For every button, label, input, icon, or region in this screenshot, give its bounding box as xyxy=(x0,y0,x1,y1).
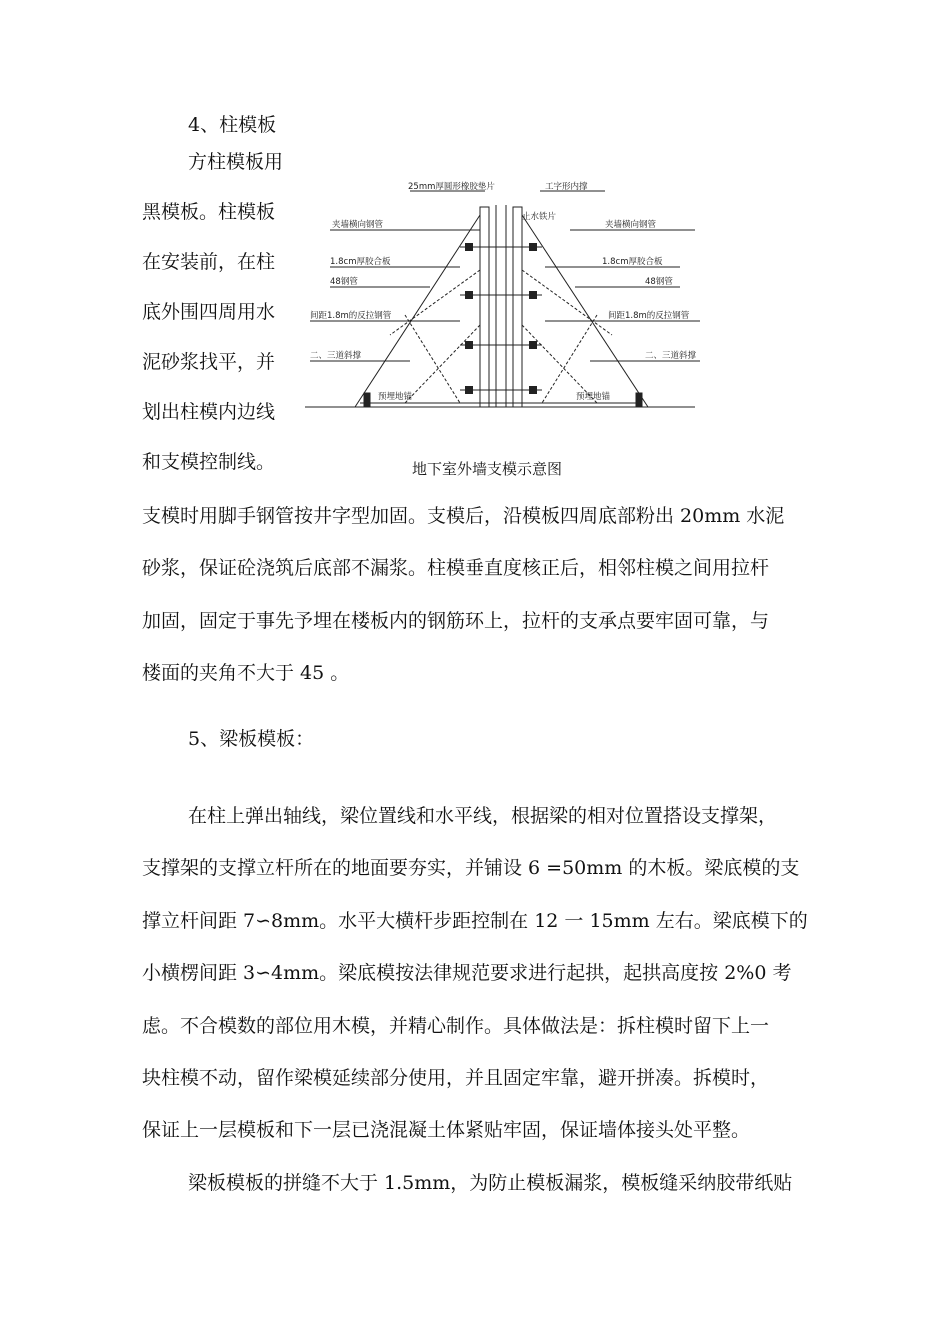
side-line: 底外围四周用水 xyxy=(142,301,276,323)
body-line: 支撑架的支撑立杆所在的地面要夯实，并铺设 6 =50mm 的木板。梁底模的支 xyxy=(142,857,800,880)
side-line: 和支模控制线。 xyxy=(142,451,276,473)
label-plywood-right: 1.8cm厚胶合板 xyxy=(602,257,663,267)
brace-second-right xyxy=(522,270,612,335)
bolt-group xyxy=(465,243,537,394)
body-line: 支模时用脚手钢管按井字型加固。支模后，沿模板四周底部粉出 20mm 水泥 xyxy=(142,505,785,527)
section-4-body xyxy=(142,490,832,700)
label-anchor-right: 预埋地锚 xyxy=(576,392,611,402)
body-line: 保证上一层模板和下一层已浇混凝土体紧贴牢固，保证墙体接头处平整。 xyxy=(142,1119,751,1142)
label-i-brace: 工字形内撑 xyxy=(545,182,588,192)
body-line: 块柱模不动，留作梁模延续部分使用，并且固定牢靠，避开拼凑。拆模时， xyxy=(142,1066,770,1089)
side-line: 方柱模板用 xyxy=(188,151,284,173)
brace-cross-left xyxy=(405,315,460,403)
body-line: 梁板模板的拼缝不大于 1.5mm，为防止模板漏浆，模板缝采纳胶带纸贴 xyxy=(188,1171,793,1194)
wall-panel-left xyxy=(480,207,489,407)
body-line: 加固，固定于事先予埋在楼板内的钢筋环上，拉杆的支承点要牢固可靠，与 xyxy=(142,609,770,632)
side-line: 在安装前，在柱 xyxy=(142,251,276,273)
body-line: 楼面的夹角不大于 45 。 xyxy=(142,662,350,685)
formwork-diagram xyxy=(300,175,700,435)
label-clamp-right: 夹墙横向钢管 xyxy=(605,220,657,230)
anchor-right-mark xyxy=(636,393,642,407)
body-line: 砂浆，保证砼浇筑后底部不漏浆。柱模垂直度核正后，相邻柱模之间用拉杆 xyxy=(142,557,770,580)
label-rubber-pad: 25mm厚圆形橡胶垫片 xyxy=(408,182,495,192)
side-line: 黑模板。柱模板 xyxy=(142,201,276,223)
section-5-heading: 5、梁板模板： xyxy=(188,728,315,750)
label-clamp-left: 夹墙横向钢管 xyxy=(332,220,384,230)
section-4-heading: 4、柱模板 xyxy=(188,114,277,136)
label-pipe-right: 48钢管 xyxy=(645,277,673,287)
section-5-body xyxy=(142,790,832,1209)
body-line: 小横楞间距 3∽4mm。梁底模按法律规范要求进行起拱，起拱高度按 2%0 考 xyxy=(142,962,792,985)
brace-second-left xyxy=(390,270,480,335)
label-brace-left: 二、三道斜撑 xyxy=(310,351,362,361)
label-anchor-left: 预埋地锚 xyxy=(378,392,413,402)
wall-panel-right xyxy=(513,207,522,407)
body-line: 撑立杆间距 7∽8mm。水平大横杆步距控制在 12 一 15mm 左右。梁底模下的 xyxy=(142,909,808,932)
brace-cross-right xyxy=(542,315,597,403)
side-line: 划出柱模内边线 xyxy=(142,401,276,423)
label-plywood-left: 1.8cm厚胶合板 xyxy=(330,257,391,267)
label-brace-right: 二、三道斜撑 xyxy=(645,351,697,361)
anchor-left-mark xyxy=(364,393,370,407)
figure-caption: 地下室外墙支模示意图 xyxy=(412,460,563,478)
label-tie-right: 间距1.8m的反拉钢管 xyxy=(608,311,690,321)
label-tie-left: 间距1.8m的反拉钢管 xyxy=(310,311,392,321)
label-steel-stop: 止水铁片 xyxy=(522,212,557,222)
label-pipe-left: 48钢管 xyxy=(330,277,358,287)
body-line: 在柱上弹出轴线，梁位置线和水平线，根据梁的相对位置搭设支撑架， xyxy=(188,805,778,827)
body-line: 虑。不合模数的部位用木模，并精心制作。具体做法是：拆柱模时留下上一 xyxy=(142,1014,770,1037)
side-line: 泥砂浆找平，并 xyxy=(142,351,276,373)
